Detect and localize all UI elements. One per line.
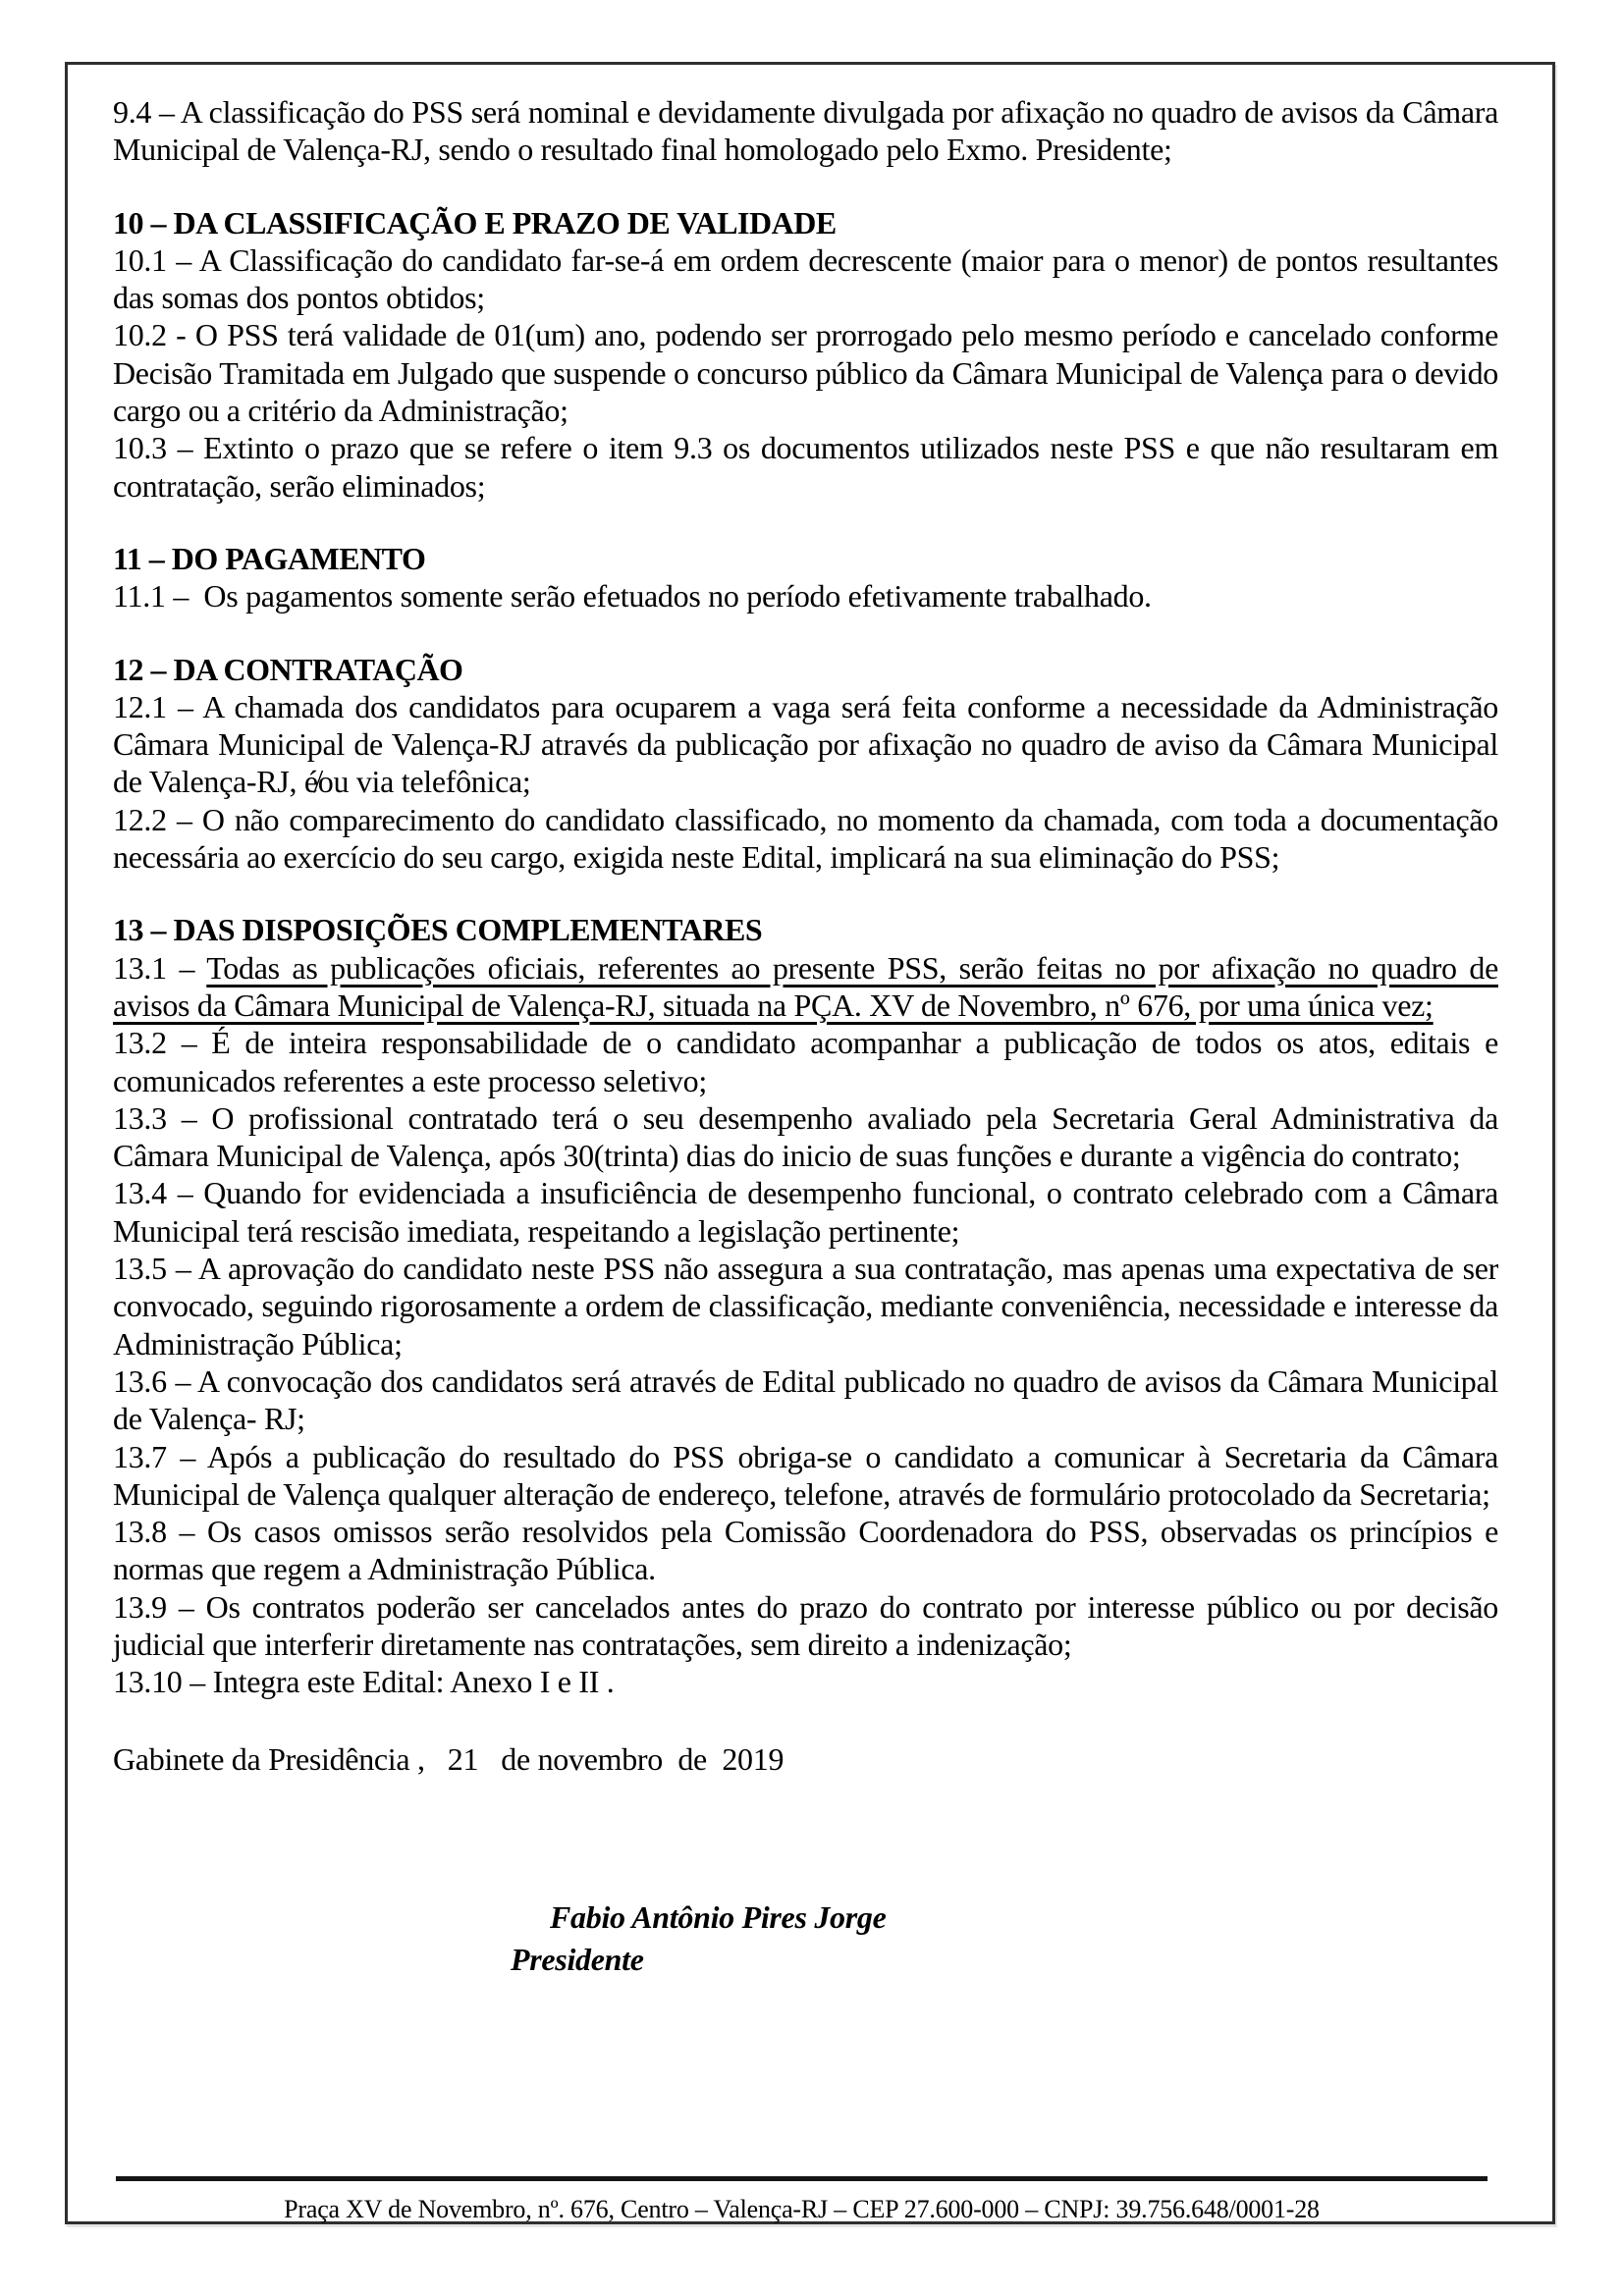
page-footer bbox=[116, 2176, 1488, 2224]
clause-13-1 bbox=[113, 949, 1498, 1025]
clause-13-9: 13.9 – Os contratos poderão ser cancelados antes do prazo do contrato por interesse público ou por decisão judicial que interferir diretamente nas contratações, sem direito a indenização; bbox=[113, 1588, 1498, 1662]
clause-13-7: 13.7 – Após a publicação do resultado do PSS obriga-se o candidato a comunicar à Secretaria da Câmara Municipal de Valença qualquer alteração de endereço, telefone, através de formulário protocolado da Secretaria; bbox=[113, 1438, 1498, 1512]
clause-13-1-underlined-text: Todas as publicações oficiais, referentes ao presente PSS, serão feitas no por afixação no quadro de avisos da Câmara Municipal de Valença-RJ, situada na PÇA. XV de Novembro, nº 676, por uma única vez; bbox=[113, 949, 1498, 1023]
clause-12-2: 12.2 – O não comparecimento do candidato classificado, no momento da chamada, com toda a documentação necessária ao exercício do seu cargo, exigida neste Edital, implicará na sua eliminação do PSS; bbox=[113, 801, 1498, 876]
clause-13-4: 13.4 – Quando for evidenciada a insuficiência de desempenho funcional, o contrato celebrado com a Câmara Municipal terá rescisão imediata, respeitando a legislação pertinente; bbox=[113, 1175, 1498, 1249]
clause-13-5: 13.5 – A aprovação do candidato neste PSS não assegura a sua contratação, mas apenas uma expectativa de ser convocado, seguindo rigorosamente a ordem de classificação, mediante conveniência, necessidade e interesse da Administração Pública; bbox=[113, 1251, 1498, 1362]
clause-13-2: 13.2 – É de inteira responsabilidade de o candidato acompanhar a publicação de todos os atos, editais e comunicados referentes a este processo seletivo; bbox=[113, 1025, 1498, 1098]
footer-rule bbox=[116, 2176, 1488, 2181]
clause-10-2: 10.2 - O PSS terá validade de 01(um) ano, podendo ser prorrogado pelo mesmo período e cancelado conforme Decisão Tramitada em Julgado que suspende o concurso público da Câmara Municipal de Valença para o devido cargo ou a critério da Administração; bbox=[113, 317, 1498, 429]
clause-13-3: 13.3 – O profissional contratado terá o seu desempenho avaliado pela Secretaria Geral Administrativa da Câmara Municipal de Valença, após 30(trinta) dias do inicio de suas funções e durante a vigência do contrato; bbox=[113, 1099, 1498, 1174]
signature-title: Presidente bbox=[511, 1942, 644, 1978]
date-line: Gabinete da Presidência , 21 de novembro de 2019 bbox=[113, 1740, 784, 1777]
section-10-heading: 10 – DA CLASSIFICAÇÃO E PRAZO DE VALIDADE bbox=[113, 204, 837, 240]
clause-11-1: 11.1 – Os pagamentos somente serão efetuados no período efetivamente trabalhado. bbox=[113, 578, 1152, 614]
clause-13-8: 13.8 – Os casos omissos serão resolvidos pela Comissão Coordenadora do PSS, observadas os princípios e normas que regem a Administração Pública. bbox=[113, 1514, 1498, 1587]
clause-9-4: 9.4 – A classificação do PSS será nominal e devidamente divulgada por afixação no quadro de avisos da Câmara Municipal de Valença-RJ, sendo o resultado final homologado pelo Exmo. Presidente; bbox=[113, 94, 1498, 168]
footer-address: Praça XV de Novembro, nº. 676, Centro – Valença-RJ – CEP 27.600-000 – CNPJ: 39.756.648/0001-28 bbox=[284, 2195, 1320, 2223]
clause-13-10: 13.10 – Integra este Edital: Anexo I e II . bbox=[113, 1664, 615, 1700]
page-border bbox=[65, 62, 1555, 2224]
clause-13-6: 13.6 – A convocação dos candidatos será através de Edital publicado no quadro de avisos da Câmara Municipal de Valença- RJ; bbox=[113, 1362, 1498, 1437]
clause-12-1: 12.1 – A chamada dos candidatos para ocuparem a vaga será feita conforme a necessidade da Administração Câmara Municipal de Valença-RJ através da publicação por afixação no quadro de aviso da Câmara Municipal de Valença-RJ, é̸ou via telefônica; bbox=[113, 688, 1498, 800]
signature-name: Fabio Antônio Pires Jorge bbox=[550, 1898, 887, 1935]
section-11-heading: 11 – DO PAGAMENTO bbox=[113, 540, 426, 576]
document-body bbox=[68, 65, 1552, 1978]
section-12-heading: 12 – DA CONTRATAÇÃO bbox=[113, 651, 463, 687]
clause-10-1: 10.1 – A Classificação do candidato far-se-á em ordem decrescente (maior para o menor) de pontos resultantes das somas dos pontos obtidos; bbox=[113, 241, 1498, 316]
clause-13-1-number: 13.1 – bbox=[113, 949, 207, 986]
section-13-heading: 13 – DAS DISPOSIÇÕES COMPLEMENTARES bbox=[113, 912, 763, 948]
clause-10-3: 10.3 – Extinto o prazo que se refere o item 9.3 os documentos utilizados neste PSS e que não resultaram em contratação, serão eliminados; bbox=[113, 430, 1498, 504]
